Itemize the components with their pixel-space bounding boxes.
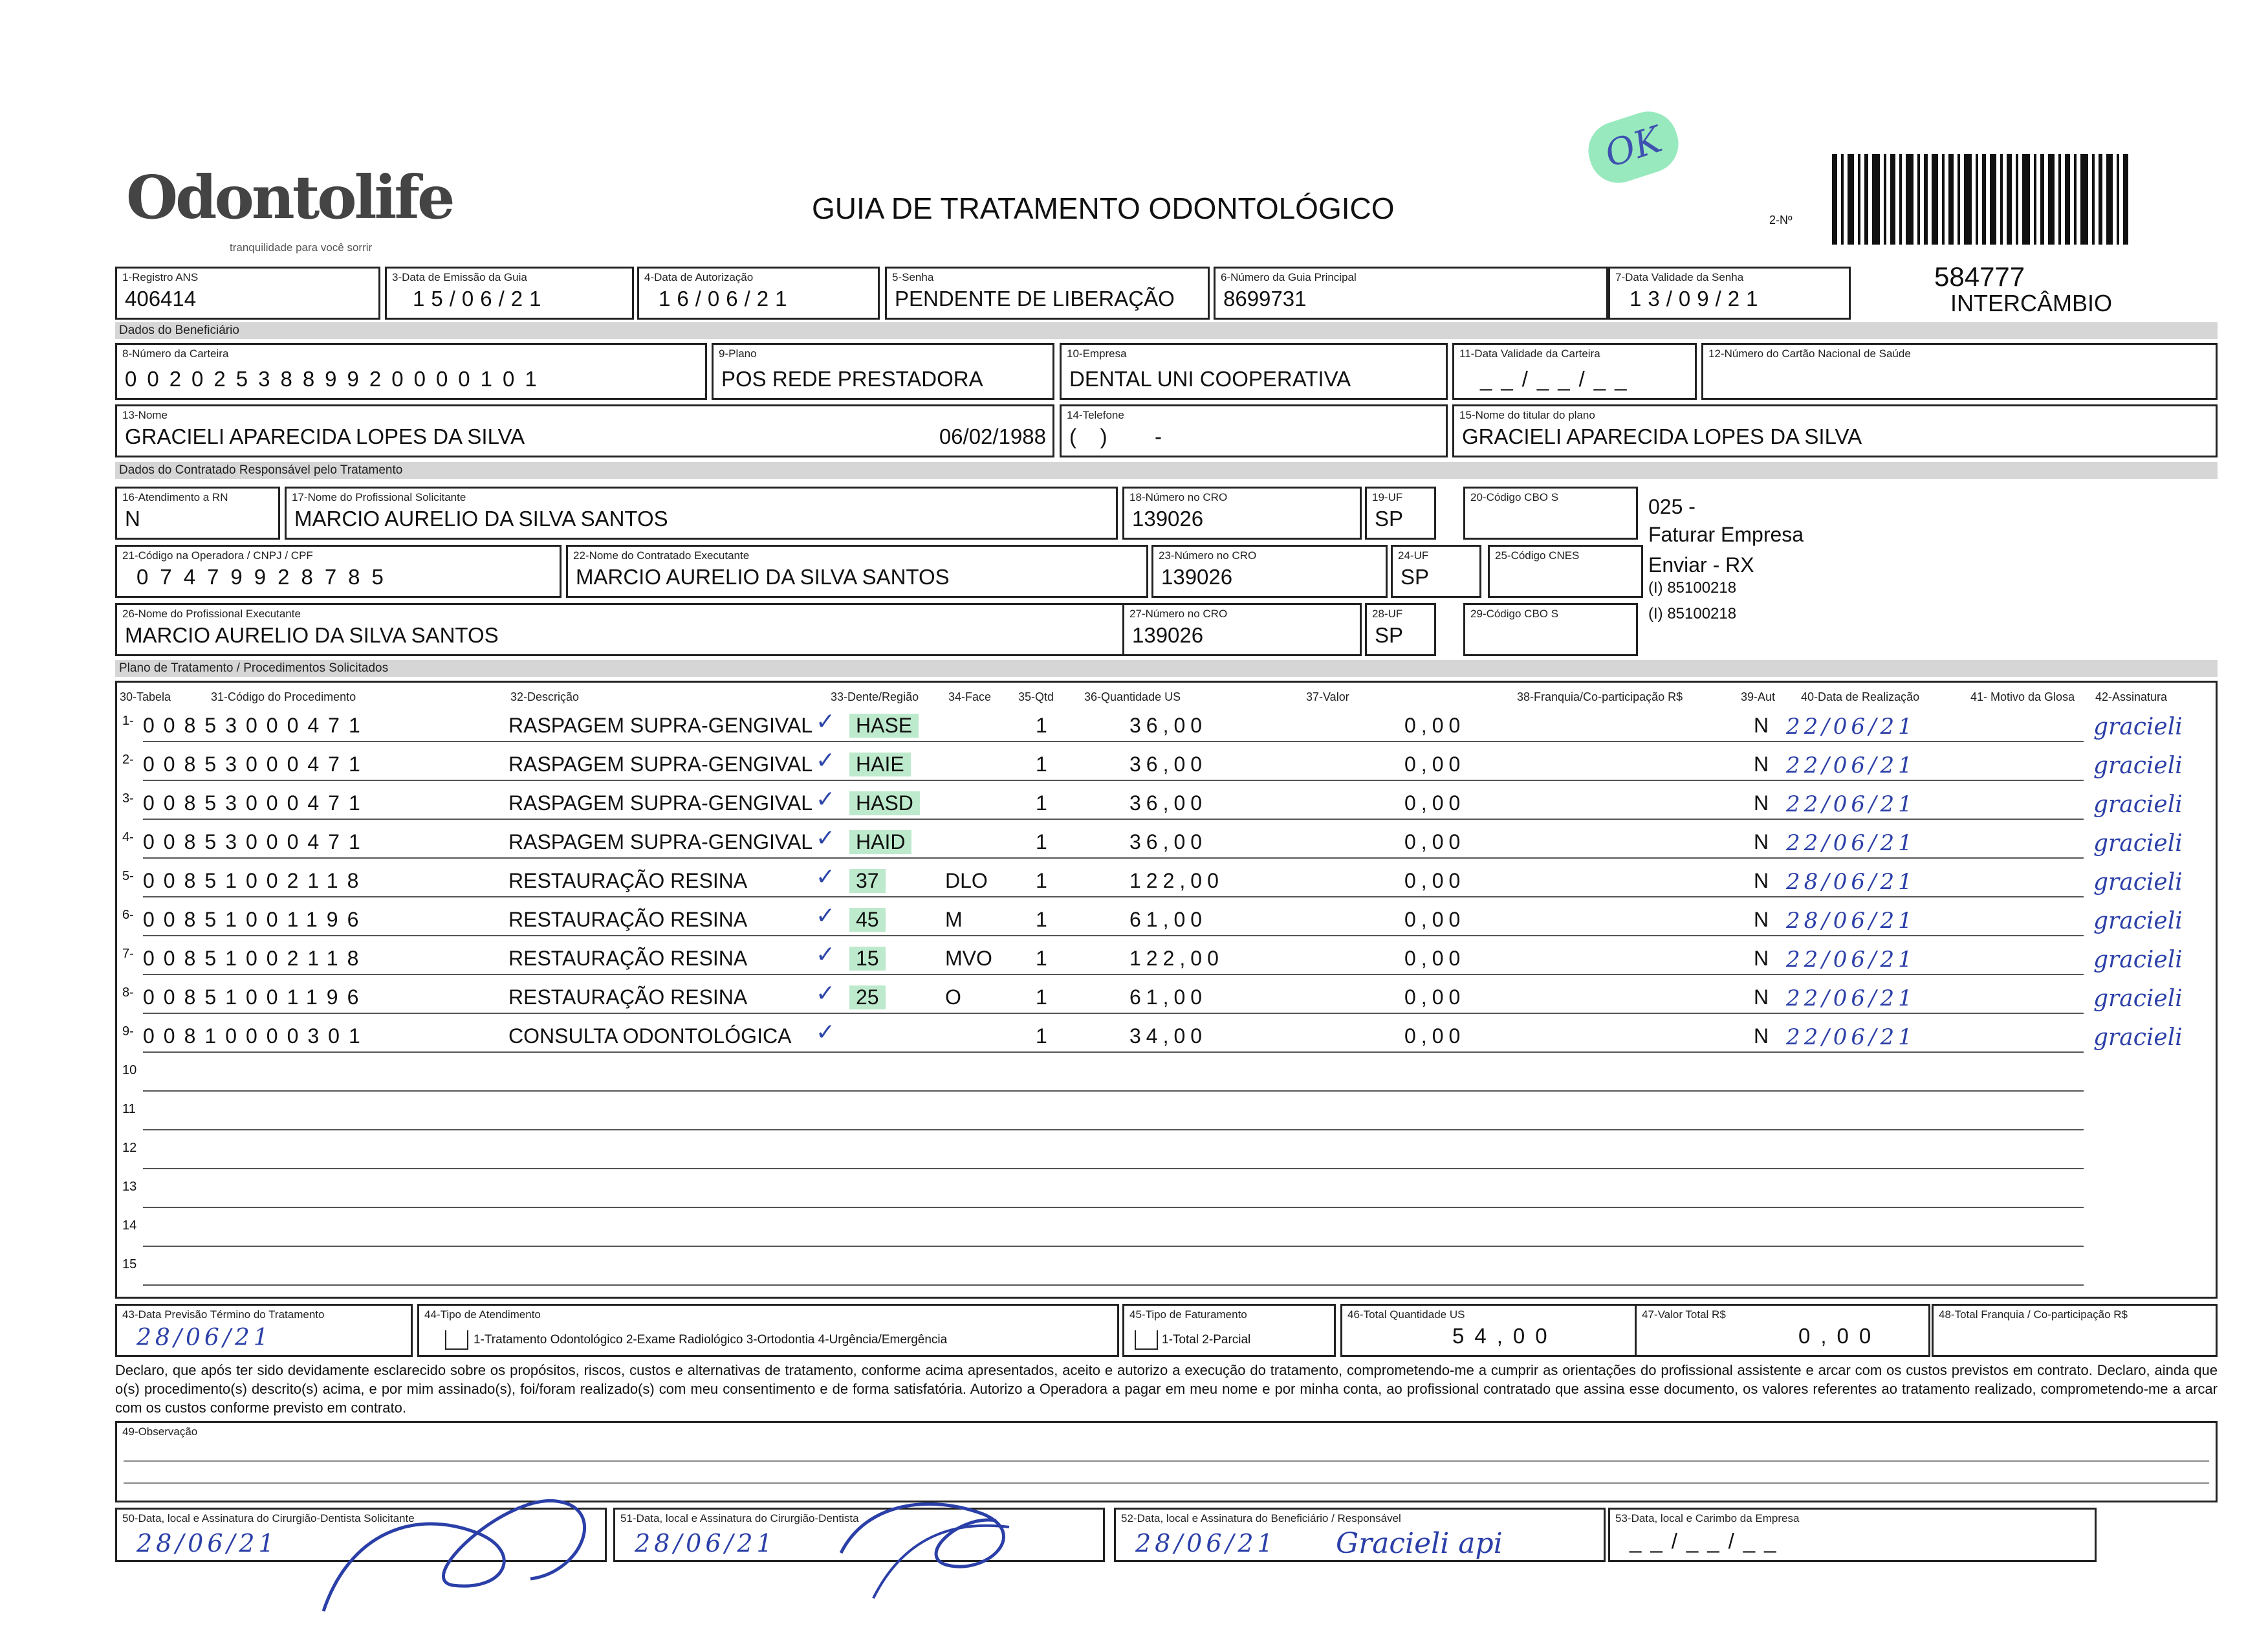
auth: N [1754,1024,1769,1048]
row-number: 2- [122,753,134,767]
auth: N [1754,791,1769,815]
value: 0,00 [1404,791,1466,815]
row-number: 5- [122,869,134,883]
row-number: 3- [122,791,134,806]
field-cnes [1488,545,1643,598]
field-label: 45-Tipo de Faturamento [1129,1308,1247,1321]
table-row [117,1174,2216,1213]
row-baseline [143,1090,2084,1092]
quantity: 1 [1036,1024,1047,1048]
field-label: 3-Data de Emissão da Guia [392,271,527,283]
field-value: 0020253889920000101 [125,367,547,391]
field-cro-solicitante [1122,487,1362,540]
field-label: 29-Código CBO S [1470,608,1559,620]
field-contratado-executante [566,545,1148,598]
field-carimbo-empresa [1608,1508,2097,1562]
row-baseline [143,741,2084,742]
field-label: 49-Observação [122,1425,198,1438]
row-baseline [143,1051,2084,1053]
field-value: DENTAL UNI COOPERATIVA [1069,367,1351,391]
value: 0,00 [1404,753,1466,776]
field-label: 52-Data, local e Assinatura do Beneficiário / Responsável [1121,1512,1401,1524]
tooth-face: O [945,985,961,1009]
col-header-qtd: 35-Qtd [1018,690,1054,703]
us-quantity: 36,00 [1129,791,1208,815]
value: 0,00 [1404,714,1466,737]
field-value: 0,00 [1798,1324,1882,1348]
row-number: 12 [122,1141,137,1155]
table-row [117,747,2216,786]
field-label: 28-UF [1372,608,1403,620]
check-mark-icon: ✓ [816,903,836,929]
row-baseline [143,1168,2084,1169]
field-value: 07479928785 [136,565,395,589]
table-row [117,864,2216,903]
check-mark-icon: ✓ [816,980,836,1007]
procedure-description: RASPAGEM SUPRA-GENGIVAL [508,753,813,776]
check-mark-icon: ✓ [816,941,836,968]
col-header-assinatura: 42-Assinatura [2095,690,2168,703]
row-baseline [143,1207,2084,1208]
field-label: 53-Data, local e Carimbo da Empresa [1615,1512,1800,1524]
tooth-region: HASD [849,791,920,815]
field-profissional-solicitante [285,487,1118,540]
procedures-table [115,681,2218,1299]
table-row [117,1252,2216,1291]
field-plano [712,343,1054,400]
field-numero-carteira [115,343,707,400]
field-validade-carteira [1452,343,1697,400]
quantity: 1 [1036,947,1047,970]
row-baseline [143,1246,2084,1247]
row-baseline [143,896,2084,897]
row-number: 9- [122,1024,134,1039]
row-number: 14 [122,1218,137,1233]
page-title: GUIA DE TRATAMENTO ODONTOLÓGICO [812,192,1395,225]
handwritten-date: 28/06/21 [635,1529,776,1557]
handwritten-date: 28/06/21 [136,1529,278,1557]
field-label: 19-UF [1372,491,1403,503]
field-empresa [1060,343,1448,400]
quantity: 1 [1036,791,1047,815]
procedure-code: 00853000471 [143,830,369,853]
checkbox-tipo-atendimento[interactable] [445,1330,468,1350]
field-label: 5-Senha [892,271,934,283]
field-label: 4-Data de Autorização [644,271,754,283]
side-note-2: Faturar Empresa [1648,523,1804,546]
procedure-description: RASPAGEM SUPRA-GENGIVAL [508,830,813,853]
field-label: 14-Telefone [1067,409,1124,421]
quantity: 1 [1036,869,1047,892]
field-uf-profissional [1365,603,1436,656]
row-number: 7- [122,947,134,961]
field-label: 16-Atendimento a RN [122,491,228,503]
field-cro-profissional [1122,603,1362,656]
field-label: 22-Nome do Contratado Executante [573,549,750,562]
realization-date: 22/06/21 [1786,985,1916,1011]
guide-type: INTERCÂMBIO [1950,290,2113,316]
us-quantity: 61,00 [1129,908,1208,931]
check-mark-icon: ✓ [816,864,836,890]
value: 0,00 [1404,947,1466,970]
field-profissional-executante [115,603,1144,656]
col-header-dente: 33-Dente/Região [831,690,919,703]
realization-date: 22/06/21 [1786,791,1916,817]
field-total-franquia [1932,1304,2218,1357]
row-number: 11 [122,1102,136,1116]
procedure-description: RASPAGEM SUPRA-GENGIVAL [508,791,813,815]
field-value: 15/06/21 [413,287,548,311]
col-header-glosa: 41- Motivo da Glosa [1970,690,2075,703]
handwritten-date: 28/06/21 [1135,1529,1277,1557]
auth: N [1754,753,1769,776]
auth: N [1754,830,1769,853]
table-row [117,786,2216,825]
guide-number: 584777 [1934,261,2025,292]
row-number: 10 [122,1063,137,1077]
check-mark-icon: ✓ [816,786,836,813]
col-header-aut: 39-Aut [1741,690,1776,703]
field-label: 10-Empresa [1067,347,1127,360]
field-cbo-solicitante [1463,487,1638,540]
field-tipo-atendimento [417,1304,1119,1357]
field-value: GRACIELI APARECIDA LOPES DA SILVA [125,424,525,448]
procedure-code: 00851001196 [143,908,368,931]
field-value: 54,00 [1452,1324,1558,1348]
field-tipo-faturamento [1122,1304,1336,1357]
field-value: PENDENTE DE LIBERAÇÃO [895,287,1175,311]
value: 0,00 [1404,869,1466,892]
field-assinatura-beneficiario [1114,1508,1606,1562]
row-signature: gracieli [2093,753,2183,779]
us-quantity: 34,00 [1129,1024,1208,1048]
procedure-description: RESTAURAÇÃO RESINA [508,869,748,892]
row-signature: gracieli [2093,985,2183,1012]
row-number: 1- [122,714,134,728]
field-options: 1-Tratamento Odontológico 2-Exame Radiológico 3-Ortodontia 4-Urgência/Emergência [474,1333,948,1347]
row-signature: gracieli [2093,908,2183,934]
row-number: 15 [122,1257,137,1271]
logo [126,162,453,254]
procedure-code: 00853000471 [143,714,369,737]
check-mark-icon: ✓ [816,709,836,735]
table-row [117,1136,2216,1174]
field-registro-ans [115,267,380,320]
row-baseline [143,1129,2084,1130]
table-row [117,980,2216,1019]
value: 0,00 [1404,908,1466,931]
tooth-region: 37 [849,869,886,893]
table-row [117,941,2216,980]
row-signature: gracieli [2093,830,2183,857]
auth: N [1754,869,1769,892]
procedure-description: RASPAGEM SUPRA-GENGIVAL [508,714,813,737]
realization-date: 22/06/21 [1786,1024,1916,1050]
value: 0,00 [1404,830,1466,853]
field-label: 43-Data Previsão Término do Tratamento [122,1308,325,1321]
procedure-code: 00853000471 [143,791,369,815]
field-label: 12-Número do Cartão Nacional de Saúde [1708,347,1911,360]
row-baseline [143,1284,2084,1286]
row-signature: gracieli [2093,791,2183,818]
side-note-5: (I) 85100218 [1648,605,1737,622]
col-header-us: 36-Quantidade US [1084,690,1181,703]
field-data-previsao [115,1304,413,1357]
col-header-face: 34-Face [948,690,992,703]
table-row [117,709,2216,747]
realization-date: 22/06/21 [1786,753,1916,778]
field-value: MARCIO AURELIO DA SILVA SANTOS [576,565,950,589]
row-signature: gracieli [2093,947,2183,973]
field-value: 406414 [125,287,197,311]
field-codigo-operadora [115,545,562,598]
us-quantity: 36,00 [1129,714,1208,737]
field-telefone [1060,404,1448,457]
birth-date: 06/02/1988 [939,424,1046,448]
row-signature: gracieli [2093,869,2183,896]
field-atendimento-rn [115,487,280,540]
field-value: SP [1375,623,1404,647]
realization-date: 22/06/21 [1786,714,1916,740]
field-label: 18-Número no CRO [1129,491,1228,503]
field-data-autorizacao [637,267,880,320]
tooth-region: 45 [849,908,886,932]
table-row [117,903,2216,941]
col-header-franquia: 38-Franquia/Co-participação R$ [1517,690,1683,703]
procedure-code: 00853000471 [143,753,369,776]
field-value: 16/06/21 [659,287,794,311]
us-quantity: 36,00 [1129,753,1208,776]
field-label: 8-Número da Carteira [122,347,229,360]
us-quantity: 61,00 [1129,985,1208,1009]
section-contratado: Dados do Contratado Responsável pelo Tratamento [115,462,2218,479]
field-uf-executante [1391,545,1481,598]
procedure-code: 00851002118 [143,869,368,892]
field-guia-principal [1214,267,1608,320]
field-options: 1-Total 2-Parcial [1162,1333,1251,1347]
col-header-descricao: 32-Descrição [510,690,580,703]
field-label: 25-Código CNES [1495,549,1580,562]
auth: N [1754,985,1769,1009]
field-value: N [125,507,140,531]
row-number: 13 [122,1180,137,1194]
procedure-code: 00851001196 [143,985,368,1009]
field-cro-executante [1151,545,1388,598]
field-value: ( ) - [1069,424,1204,448]
us-quantity: 36,00 [1129,830,1208,853]
check-mark-icon: ✓ [816,1019,836,1046]
quantity: 1 [1036,830,1047,853]
field-value: 8699731 [1223,287,1307,311]
procedure-description: RESTAURAÇÃO RESINA [508,985,748,1009]
tooth-region: 25 [849,985,886,1009]
quantity: 1 [1036,985,1047,1009]
section-plano-tratamento: Plano de Tratamento / Procedimentos Solicitados [115,660,2218,677]
auth: N [1754,714,1769,737]
field-cbo-profissional [1463,603,1638,656]
field-label: 20-Código CBO S [1470,491,1559,503]
logo-tagline: tranquilidade para você sorrir [230,241,373,254]
field-validade-senha [1608,267,1851,320]
row-baseline [143,974,2084,975]
check-mark-icon: ✓ [816,825,836,852]
side-note-3: Enviar - RX [1648,553,1754,577]
row-number: 8- [122,985,134,1000]
us-quantity: 122,00 [1129,947,1224,970]
field-label: 9-Plano [719,347,757,360]
field-uf-solicitante [1365,487,1436,540]
handwritten-date: 28/06/21 [136,1325,272,1351]
row-signature: gracieli [2093,714,2183,740]
procedure-description: CONSULTA ODONTOLÓGICA [508,1024,792,1048]
quantity: 1 [1036,714,1047,737]
checkbox-tipo-faturamento[interactable] [1135,1330,1158,1350]
declaration-text: Declaro, que após ter sido devidamente esclarecido sobre os propósitos, riscos, custos e alternativas de tratamento, conforme acima apresentados, aceito e autorizo a execução do tratamento, comprometendo-me a cumprir as orientações do profissional assistente e arcar com os custos previstos em contrato. Declaro, ainda que o(s) procedimento(s) descrito(s) acima, e por mim assinado(s), foi/foram realizado(s) com meu consentimento e de forma satisfatória. Autorizo a Operadora a pagar em meu nome e por minha conta, ao profissional contratado que assina esse documento, os valores referentes ao tratamento realizado, comprometendo-me a arcar com os custos conforme previsto em contrato. [115,1362,2218,1416]
field-label: 15-Nome do titular do plano [1459,409,1595,421]
field-label: 27-Número no CRO [1129,608,1228,620]
row-number: 6- [122,908,134,922]
field-value: POS REDE PRESTADORA [721,367,983,391]
field-cartao-nacional [1701,343,2218,400]
realization-date: 28/06/21 [1786,869,1916,895]
realization-date: 28/06/21 [1786,908,1916,934]
procedure-description: RESTAURAÇÃO RESINA [508,908,748,931]
field-label: 17-Nome do Profissional Solicitante [292,491,466,503]
field-value: __/__/__ [1630,1529,1785,1553]
field-label: 24-UF [1398,549,1429,562]
table-row [117,1058,2216,1097]
field-label: 21-Código na Operadora / CNPJ / CPF [122,549,313,562]
col-header-codigo: 31-Código do Procedimento [211,690,356,703]
col-header-valor: 37-Valor [1306,690,1349,703]
col-header-data: 40-Data de Realização [1801,690,1920,703]
field-total-us [1340,1304,1638,1357]
auth: N [1754,947,1769,970]
procedure-code: 00810000301 [143,1024,369,1048]
field-value: SP [1375,507,1404,531]
field-label: 44-Tipo de Atendimento [424,1308,541,1321]
section-beneficiario: Dados do Beneficiário [115,322,2218,339]
row-baseline [143,857,2084,859]
row-baseline [143,780,2084,781]
field-label: 51-Data, local e Assinatura do Cirurgião-Dentista [620,1512,859,1524]
quantity: 1 [1036,908,1047,931]
field-label: 48-Total Franquia / Co-participação R$ [1939,1308,2128,1321]
field-label: 50-Data, local e Assinatura do Cirurgião-Dentista Solicitante [122,1512,415,1524]
field-titular [1452,404,2218,457]
realization-date: 22/06/21 [1786,830,1916,856]
row-baseline [143,935,2084,936]
field-valor-total [1635,1304,1930,1357]
field-data-emissao [385,267,634,320]
side-note-4: (I) 85100218 [1648,579,1737,597]
field-label: 11-Data Validade da Carteira [1459,347,1600,360]
check-mark-icon: ✓ [816,747,836,774]
table-row [117,825,2216,864]
realization-date: 22/06/21 [1786,947,1916,973]
col-header-tabela: 30-Tabela [120,690,171,703]
row-baseline [143,819,2084,820]
logo-text: Odontolife [126,162,453,232]
auth: N [1754,908,1769,931]
field-label: 1-Registro ANS [122,271,199,283]
field-value: 139026 [1161,565,1233,589]
tooth-face: MVO [945,947,992,970]
row-number: 4- [122,830,134,844]
table-row [117,1097,2216,1136]
procedure-description: RESTAURAÇÃO RESINA [508,947,748,970]
tooth-region: HASE [849,714,919,738]
procedure-code: 00851002118 [143,947,368,970]
field-value: MARCIO AURELIO DA SILVA SANTOS [125,623,499,647]
field-label: 46-Total Quantidade US [1347,1308,1465,1321]
field-value: GRACIELI APARECIDA LOPES DA SILVA [1462,424,1862,448]
table-row [117,1213,2216,1252]
approval-stamp: OK [1581,104,1686,191]
table-row [117,1019,2216,1058]
tooth-region: HAIE [849,753,911,776]
field-label: 47-Valor Total R$ [1642,1308,1726,1321]
field-label: 13-Nome [122,409,168,421]
quantity: 1 [1036,753,1047,776]
field-value: 139026 [1132,507,1204,531]
field-nome [115,404,1054,457]
tooth-region: HAID [849,830,911,854]
field-label: 23-Número no CRO [1159,549,1257,562]
field-label: 6-Número da Guia Principal [1221,271,1357,283]
side-note-1: 025 - [1648,495,1696,518]
guide-number-label: 2-Nº [1769,214,1793,226]
value: 0,00 [1404,1024,1466,1048]
beneficiary-signature: Gracieli api [1336,1527,1503,1560]
dentist-signature-icon [311,1456,1164,1650]
tooth-face: M [945,908,963,931]
row-baseline [143,1013,2084,1014]
field-value: 139026 [1132,623,1204,647]
field-senha [885,267,1210,320]
field-value: MARCIO AURELIO DA SILVA SANTOS [294,507,668,531]
field-label: 26-Nome do Profissional Executante [122,608,301,620]
us-quantity: 122,00 [1129,869,1224,892]
field-value: 13/09/21 [1630,287,1765,311]
field-value: __/__/__ [1480,367,1636,391]
tooth-face: DLO [945,869,988,892]
field-label: 7-Data Validade da Senha [1615,271,1744,283]
tooth-region: 15 [849,947,886,971]
field-value: SP [1401,565,1430,589]
value: 0,00 [1404,985,1466,1009]
barcode-icon [1832,154,2130,245]
row-signature: gracieli [2093,1024,2183,1051]
